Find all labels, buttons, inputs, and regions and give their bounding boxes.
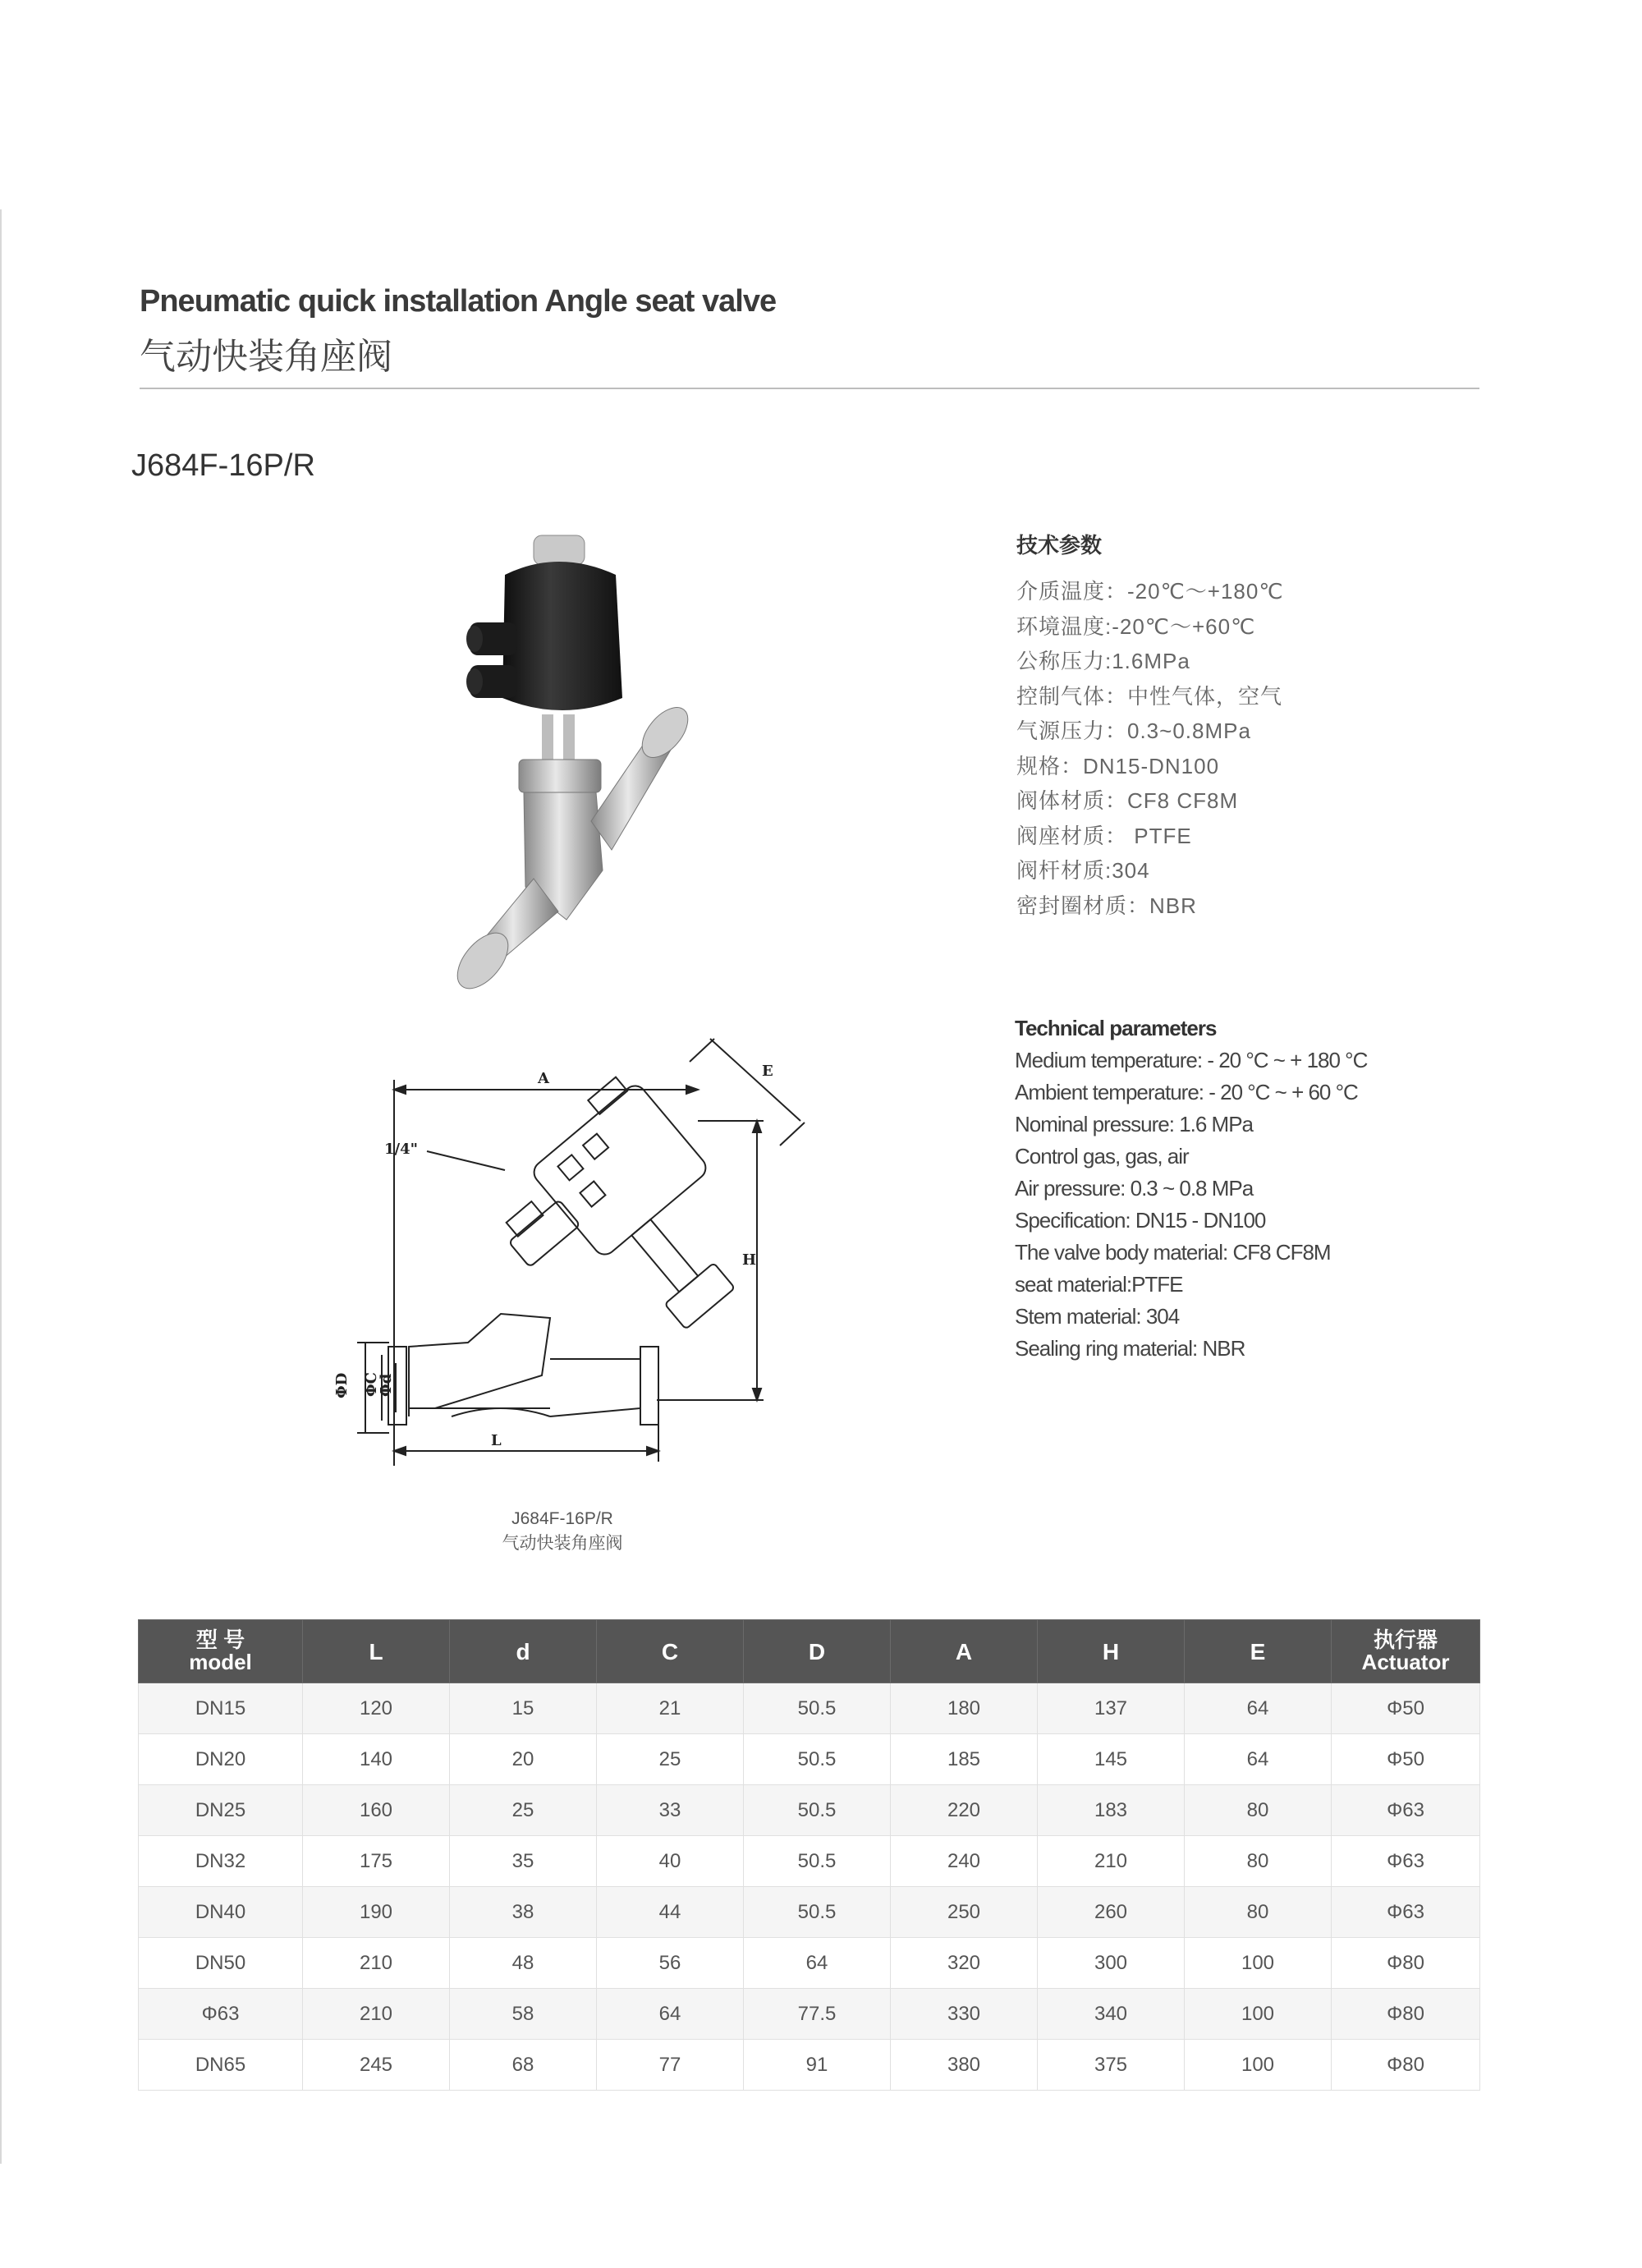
- table-cell: 145: [1038, 1734, 1185, 1785]
- param-en-line: Nominal pressure: 1.6 MPa: [1015, 1112, 1254, 1136]
- table-row: [139, 1989, 1480, 2040]
- table-cell: 48: [450, 1938, 597, 1989]
- table-cell: 50.5: [744, 1887, 891, 1938]
- dim-label-c: ΦC: [363, 1371, 380, 1397]
- table-cell: 68: [450, 2040, 597, 2091]
- table-cell: Φ50: [1332, 1683, 1480, 1734]
- table-cell: Φ63: [1332, 1836, 1480, 1887]
- valve-product-photo: [427, 526, 722, 1018]
- table-cell: 375: [1038, 2040, 1185, 2091]
- table-cell: 340: [1038, 1989, 1185, 2040]
- table-cell: 320: [891, 1938, 1038, 1989]
- table-cell: 64: [744, 1938, 891, 1989]
- table-cell: 20: [450, 1734, 597, 1785]
- technical-params-en: [1015, 1012, 1367, 1365]
- table-row: [139, 1887, 1480, 1938]
- dim-label-h: H: [742, 1251, 757, 1269]
- param-en-line: seat material:PTFE: [1015, 1272, 1183, 1297]
- table-cell: DN32: [139, 1836, 303, 1887]
- table-cell: 190: [303, 1887, 450, 1938]
- model-code: J684F-16P/R: [131, 448, 315, 483]
- param-en-line: Medium temperature: - 20 °C ~ + 180 °C: [1015, 1048, 1368, 1072]
- table-cell: 120: [303, 1683, 450, 1734]
- table-cell: 40: [597, 1836, 744, 1887]
- param-en-line: Control gas, gas, air: [1015, 1144, 1189, 1168]
- figure-caption: [460, 1507, 665, 1556]
- table-cell: 220: [891, 1785, 1038, 1836]
- table-cell: 210: [1038, 1836, 1185, 1887]
- table-cell: 50.5: [744, 1785, 891, 1836]
- column-header-l: L: [303, 1620, 450, 1683]
- param-en-line: Specification: DN15 - DN100: [1015, 1208, 1266, 1233]
- table-cell: 50.5: [744, 1836, 891, 1887]
- param-cn-line: 密封圈材质：NBR: [1016, 893, 1197, 918]
- table-cell: DN20: [139, 1734, 303, 1785]
- table-cell: DN50: [139, 1938, 303, 1989]
- table-cell: 80: [1185, 1785, 1332, 1836]
- table-row: [139, 2040, 1480, 2091]
- table-cell: 180: [891, 1683, 1038, 1734]
- param-cn-line: 规格：DN15-DN100: [1016, 753, 1220, 778]
- page-title-cn: 气动快装角座阀: [140, 337, 392, 377]
- param-en-line: Air pressure: 0.3 ~ 0.8 MPa: [1015, 1176, 1254, 1201]
- table-cell: Φ63: [1332, 1785, 1480, 1836]
- figure-caption-name: 气动快装角座阀: [502, 1534, 623, 1553]
- params-cn-heading: 技术参数: [1016, 533, 1103, 558]
- column-header-c: C: [597, 1620, 744, 1683]
- column-header-d: d: [450, 1620, 597, 1683]
- column-header-D: D: [744, 1620, 891, 1683]
- table-cell: 38: [450, 1887, 597, 1938]
- column-header-e: E: [1185, 1620, 1332, 1683]
- table-cell: 50.5: [744, 1734, 891, 1785]
- table-cell: 100: [1185, 2040, 1332, 2091]
- table-cell: 137: [1038, 1683, 1185, 1734]
- table-cell: Φ80: [1332, 1938, 1480, 1989]
- valve-dimension-drawing: [304, 1031, 829, 1499]
- table-cell: DN65: [139, 2040, 303, 2091]
- param-en-line: Ambient temperature: - 20 °C ~ + 60 °C: [1015, 1080, 1358, 1104]
- table-cell: 80: [1185, 1836, 1332, 1887]
- param-cn-line: 介质温度：-20℃～+180℃: [1016, 579, 1284, 604]
- table-cell: 185: [891, 1734, 1038, 1785]
- figure-caption-model: J684F-16P/R: [511, 1509, 613, 1528]
- table-cell: 15: [450, 1683, 597, 1734]
- table-cell: 35: [450, 1836, 597, 1887]
- table-cell: Φ63: [139, 1989, 303, 2040]
- table-cell: DN40: [139, 1887, 303, 1938]
- dim-label-d-inner: Φd: [378, 1373, 395, 1397]
- dim-label-d-outer: ΦD: [333, 1372, 351, 1398]
- param-cn-line: 阀座材质： PTFE: [1016, 823, 1192, 848]
- column-header-actuator: 执行器 Actuator: [1332, 1620, 1480, 1683]
- table-cell: 25: [597, 1734, 744, 1785]
- table-row: [139, 1734, 1480, 1785]
- param-cn-line: 公称压力:1.6MPa: [1016, 649, 1190, 673]
- table-cell: 100: [1185, 1989, 1332, 2040]
- table-cell: 380: [891, 2040, 1038, 2091]
- table-cell: 260: [1038, 1887, 1185, 1938]
- table-cell: DN15: [139, 1683, 303, 1734]
- dim-label-port: 1/4": [384, 1141, 419, 1158]
- table-cell: 300: [1038, 1938, 1185, 1989]
- table-cell: 77.5: [744, 1989, 891, 2040]
- table-cell: 100: [1185, 1938, 1332, 1989]
- table-cell: 50.5: [744, 1683, 891, 1734]
- param-en-line: The valve body material: CF8 CF8M: [1015, 1240, 1331, 1265]
- table-cell: 210: [303, 1989, 450, 2040]
- table-header-row: [139, 1620, 1480, 1683]
- table-cell: 183: [1038, 1785, 1185, 1836]
- table-cell: 21: [597, 1683, 744, 1734]
- table-cell: 58: [450, 1989, 597, 2040]
- table-cell: 140: [303, 1734, 450, 1785]
- table-row: [139, 1785, 1480, 1836]
- table-cell: 64: [1185, 1683, 1332, 1734]
- table-cell: 245: [303, 2040, 450, 2091]
- table-cell: 56: [597, 1938, 744, 1989]
- table-cell: Φ80: [1332, 1989, 1480, 2040]
- table-cell: 330: [891, 1989, 1038, 2040]
- table-cell: 80: [1185, 1887, 1332, 1938]
- table-cell: 240: [891, 1836, 1038, 1887]
- param-cn-line: 阀杆材质:304: [1016, 858, 1150, 883]
- page-title-en: Pneumatic quick installation Angle seat valve: [140, 284, 777, 319]
- dimension-table: [138, 1619, 1480, 2091]
- param-cn-line: 控制气体：中性气体，空气: [1016, 683, 1283, 709]
- title-divider: [140, 388, 1479, 389]
- column-header-model: 型 号 model: [139, 1620, 303, 1683]
- column-header-h: H: [1038, 1620, 1185, 1683]
- table-cell: 77: [597, 2040, 744, 2091]
- table-cell: DN25: [139, 1785, 303, 1836]
- table-cell: Φ63: [1332, 1887, 1480, 1938]
- param-en-line: Sealing ring material: NBR: [1015, 1336, 1245, 1361]
- table-row: [139, 1938, 1480, 1989]
- table-cell: 44: [597, 1887, 744, 1938]
- table-cell: 33: [597, 1785, 744, 1836]
- params-en-heading: Technical parameters: [1015, 1016, 1217, 1040]
- dim-label-a: A: [538, 1070, 549, 1087]
- technical-params-cn: [1016, 529, 1284, 923]
- table-row: [139, 1836, 1480, 1887]
- table-cell: 64: [1185, 1734, 1332, 1785]
- table-row: [139, 1683, 1480, 1734]
- table-cell: Φ80: [1332, 2040, 1480, 2091]
- param-en-line: Stem material: 304: [1015, 1304, 1180, 1329]
- dim-label-l: L: [491, 1432, 502, 1449]
- table-cell: 250: [891, 1887, 1038, 1938]
- table-cell: 64: [597, 1989, 744, 2040]
- param-cn-line: 气源压力：0.3~0.8MPa: [1016, 719, 1251, 743]
- column-header-a: A: [891, 1620, 1038, 1683]
- param-cn-line: 阀体材质：CF8 CF8M: [1016, 788, 1239, 813]
- table-cell: 175: [303, 1836, 450, 1887]
- table-cell: 210: [303, 1938, 450, 1989]
- page-edge-line: [0, 209, 2, 2164]
- table-cell: 160: [303, 1785, 450, 1836]
- dim-label-e: E: [762, 1063, 773, 1080]
- param-cn-line: 环境温度:-20℃～+60℃: [1016, 613, 1256, 639]
- table-cell: Φ50: [1332, 1734, 1480, 1785]
- table-cell: 91: [744, 2040, 891, 2091]
- table-cell: 25: [450, 1785, 597, 1836]
